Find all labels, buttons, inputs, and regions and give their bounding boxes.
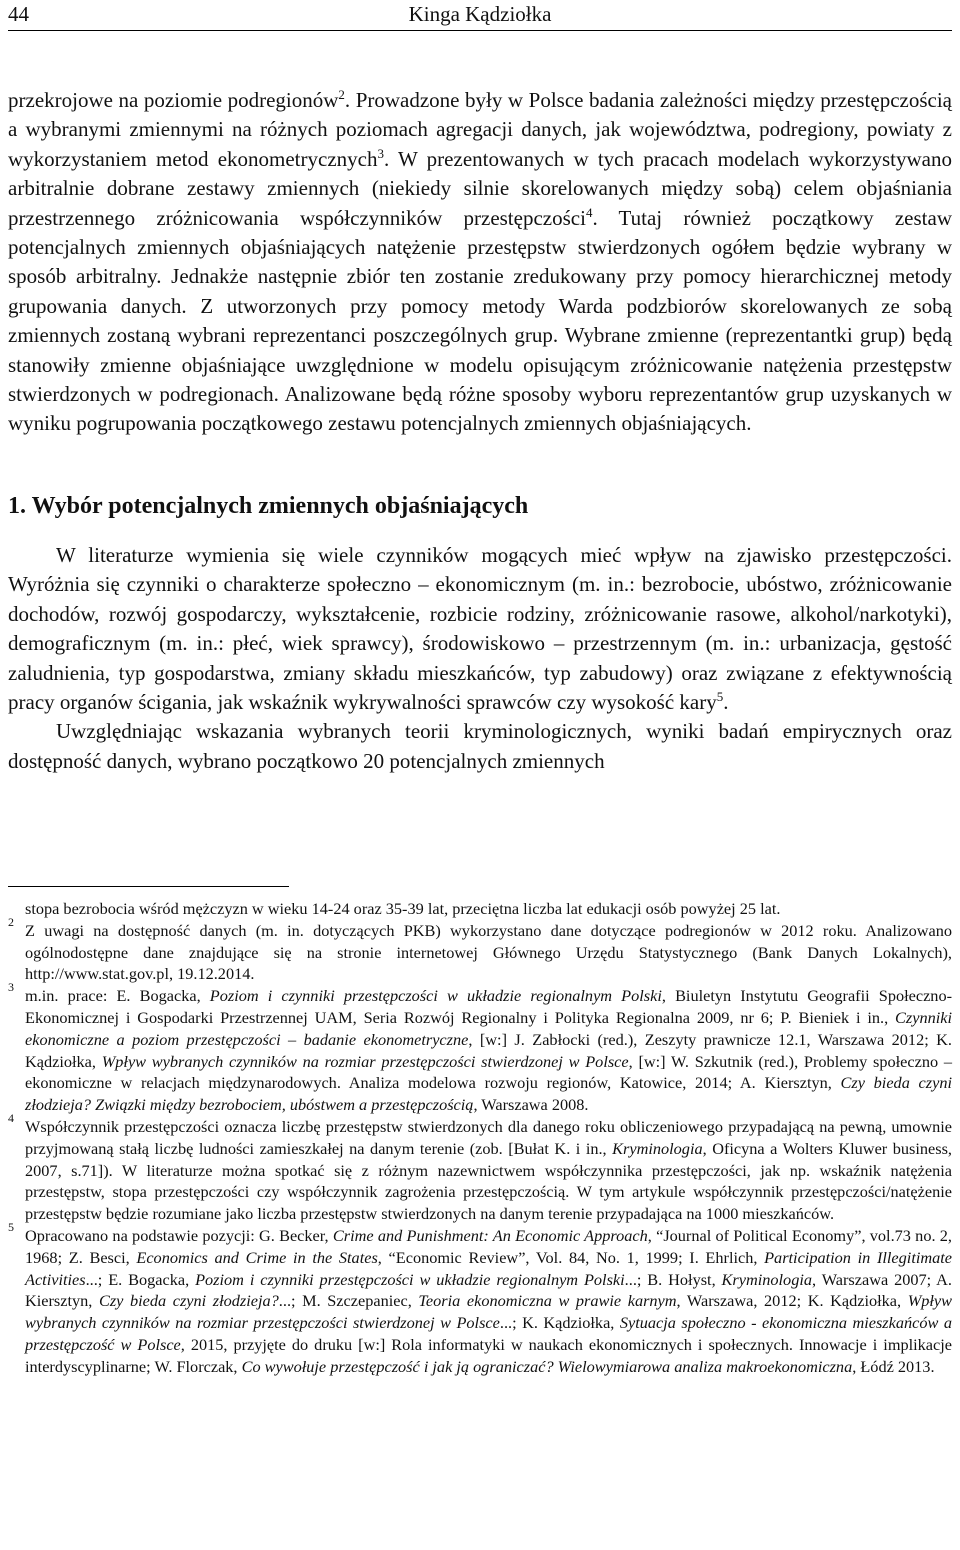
text-run: m.in. prace: E. Bogacka, — [25, 986, 210, 1006]
footnote-ref-5[interactable]: 5 — [716, 688, 724, 704]
footnote-mark: 3 — [8, 980, 14, 995]
italic-title: Teoria ekonomiczna w prawie karnym — [418, 1291, 677, 1311]
text-run: , Warszawa, 2012; K. Kądziołka, — [676, 1291, 908, 1311]
footnote-2 — [8, 914, 952, 985]
text-run: Opracowano na podstawie pozycji: G. Becker, — [25, 1225, 333, 1245]
italic-title: Sytuacja społeczno - ekonomiczna mieszkańców a przestępczość w Polsce, — [25, 1313, 952, 1354]
footnote-continuation: stopa bezrobocia wśród mężczyzn w wieku 14-24 oraz 35-39 lat, przeciętna liczba lat edukacji osób powyżej 25 lat. — [25, 899, 781, 918]
text-run: , [w:] W. Szkutnik (red.), Problemy społeczno – ekonomiczne w relacjach międzynarodowych. Analiza modelowa rozwoju regionów, Katowice, 2014; A. Kiersztyn, — [25, 1051, 952, 1093]
italic-title: Czynniki ekonomiczne a poziom przestępczości – badanie ekonometryczne — [25, 1007, 952, 1049]
text-run: ...; K. Kądziołka, — [499, 1313, 620, 1333]
text-run: Współczynnik przestępczości oznacza liczbę przestępstw stwierdzonych dla danego roku obliczeniowego przypadającą na pewną, umownie przyjmowaną stałą liczbę ludności zamieszkałej na danym terenie (zob. [Bułat K. i in., — [25, 1116, 952, 1158]
footnote-mark: 2 — [8, 914, 14, 929]
text-run: , Łódź 2013. — [852, 1356, 935, 1376]
italic-title: Co wywołuje przestępczość i jak ją ograniczać? Wielowymiarowa analiza makroekonomiczna — [241, 1356, 853, 1376]
footnote-4 — [8, 1110, 952, 1225]
text-run: . — [723, 689, 729, 714]
text-run: , Warszawa 2007; A. Kiersztyn, — [25, 1269, 952, 1311]
italic-title: Crime and Punishment: An Economic Approach — [332, 1225, 648, 1245]
text-run: , “Journal of Political Economy”, vol.73 no. 2, 1968; Z. Besci, — [25, 1225, 952, 1267]
text-run: ...; B. Hołyst, — [624, 1269, 722, 1289]
text-run: . W prezentowanych w tych pracach modelach wykorzystywano arbitralnie dobrane zestawy zmiennych (niekiedy silnie skorelowanych między sobą) celem objaśniania przestrzennego zróżnicowania współczynników przestępczości — [8, 146, 952, 230]
footnotes — [8, 898, 952, 1378]
text-run: , [w:] J. Zabłocki (red.), Zeszyty prawnicze 12.1, Warszawa 2012; K. Kądziołka, — [25, 1029, 952, 1071]
footnote-ref-2[interactable]: 2 — [338, 87, 345, 102]
italic-title: Poziom i czynniki przestępczości w układzie regionalnym Polski — [209, 986, 662, 1006]
footnote-3 — [8, 980, 953, 1116]
italic-title: Czy bieda czyni złodzieja? Związki między bezrobociem, ubóstwem a przestępczością — [25, 1073, 952, 1115]
body-paragraph — [8, 541, 952, 717]
footnote-mark: 5 — [8, 1219, 14, 1234]
text-run: . Tutaj również początkowy zestaw potencjalnych zmiennych objaśniających natężenie przestępstw stwierdzonych ogółem będzie wybrany w sposób arbitralny. Jednakże następnie zbiór ten zostanie zredukowany przy pomocy hierarchicznej metody grupowania danych. Z utworzonych przy pomocy metody Warda podzbiorów skorelowanych ze sobą zmiennych zostaną wybrani reprezentanci poszczególnych grup. Wybrane zmienne (reprezentantki grup) będą stanowiły zmienne objaśniające uwzględnione w modelu opisującym zróżnicowanie natężenia przestępstw stwierdzonych w podregionach. Analizowane będą różne sposoby wyboru reprezentantów grup uzyskanych w wyniku pogrupowania początkowego zestawu potencjalnych zmiennych objaśniających. — [8, 205, 952, 436]
footnote-ref-3[interactable]: 3 — [377, 145, 384, 161]
italic-title: Participation in Illegitimate Activities — [25, 1247, 953, 1289]
section-heading: 1. Wybór potencjalnych zmiennych objaśniających — [8, 492, 529, 519]
text-run: W literaturze wymienia się wiele czynników mogących mieć wpływ na zjawisko przestępczości. Wyróżnia się czynniki o charakterze społeczno – ekonomicznym (m. in.: bezrobocie, ubóstwo, zróżnicowanie dochodów, rozwój gospodarczy, wykształcenie, rozbicie rodziny, zróżnicowanie rasowe, alkohol/narkotyki), demograficznym (m. in.: płeć, wiek sprawcy), środowiskowo – przestrzennym (m. in.: urbanizacja, gęstość zaludnienia, typ gospodarstwa, zmiany składu mieszkańców, typ zabudowy) oraz związane z efektywnością pracy organów ścigania, jak wskaźnik wykrywalności sprawców czy wysokość kary — [8, 542, 952, 714]
text-run: ...; E. Bogacka, — [85, 1269, 196, 1289]
text-run: . Prowadzone były w Polsce badania zależności między przestępczością a wybranymi zmiennymi na różnych poziomach agregacji danych, jak województwa, podregiony, powiaty z wykorzystaniem metod ekonometrycznych — [8, 88, 952, 171]
italic-title: Economics and Crime in the States — [136, 1247, 378, 1267]
page-number: 44 — [8, 2, 29, 26]
text-run: , Biuletyn Instytutu Geografii Społeczno-Ekonomicznej i Gospodarki Przestrzennej UAM, Seria Rozwój Regionalny i Polityka Regionalna 2009, nr 6; P. Bieniek i in., — [25, 986, 953, 1027]
italic-title: Poziom i czynniki przestępczości w układzie regionalnym Polski — [195, 1269, 625, 1289]
text-run: , Warszawa 2008. — [473, 1095, 589, 1115]
text-run: , Oficyna a Wolters Kluwer business, 2007, s.71]). W literaturze można spotkać się z różnym nazewnictwem współczynnika przestępczości, jak np. wskaźnik natężenia przestępstw, stopa przestępczości czy współczynnik zagrożenia przestępczością. W tym artykule współczynnik przestępczości/natężenie przestępstw będzie rozumiane jako liczba przestępstw stwierdzonych na danym terenie przypadająca na 1000 mieszkańców. — [25, 1138, 952, 1224]
page-header — [8, 0, 952, 31]
text-run: 2015, przyjęte do druku [w:] Rola informatyki w naukach ekonomicznych i społecznych. Innowacje i implikacje interdyscyplinarne; W. Florczak, — [25, 1334, 953, 1376]
italic-title: Wpływ wybranych czynników na rozmiar przestępczości stwierdzonej w Polsce — [101, 1051, 629, 1071]
italic-title: Kryminologia — [721, 1269, 813, 1289]
intro-paragraph — [8, 86, 952, 439]
footnote-mark: 4 — [8, 1110, 14, 1125]
text-run: , “Economic Review”, Vol. 84, No. 1, 1999; I. Ehrlich, — [377, 1247, 765, 1267]
text-run: ...; M. Szczepaniec, — [278, 1291, 419, 1311]
text-run: przekrojowe na poziomie podregionów — [8, 88, 339, 112]
running-head: Kinga Kądziołka — [408, 2, 552, 26]
footnote-text: Z uwagi na dostępność danych (m. in. dotyczących PKB) wykorzystano dane dotyczące podregionów w 2012 roku. Analizowano ogólnodostępne dane znajdujące się na stronie internetowej Głównego Urzędu Statystycznego (Bank Danych Lokalnych), http://www.stat.gov.pl, 19.12.2014. — [25, 920, 952, 984]
footnote-separator — [8, 886, 289, 887]
italic-title: Wpływ wybranych czynników na rozmiar przestępczości stwierdzonej w Polsce — [25, 1291, 953, 1333]
italic-title: Czy bieda czyni złodzieja? — [98, 1291, 279, 1311]
footnote-5 — [8, 1219, 953, 1378]
italic-title: Kryminologia — [612, 1138, 703, 1158]
main-text — [8, 86, 952, 776]
body-paragraph: Uwzględniając wskazania wybranych teorii kryminologicznych, wyniki badań empirycznych oraz dostępność danych, wybrano początkowo 20 potencjalnych zmiennych — [8, 719, 952, 773]
footnote-ref-4[interactable]: 4 — [585, 204, 593, 220]
